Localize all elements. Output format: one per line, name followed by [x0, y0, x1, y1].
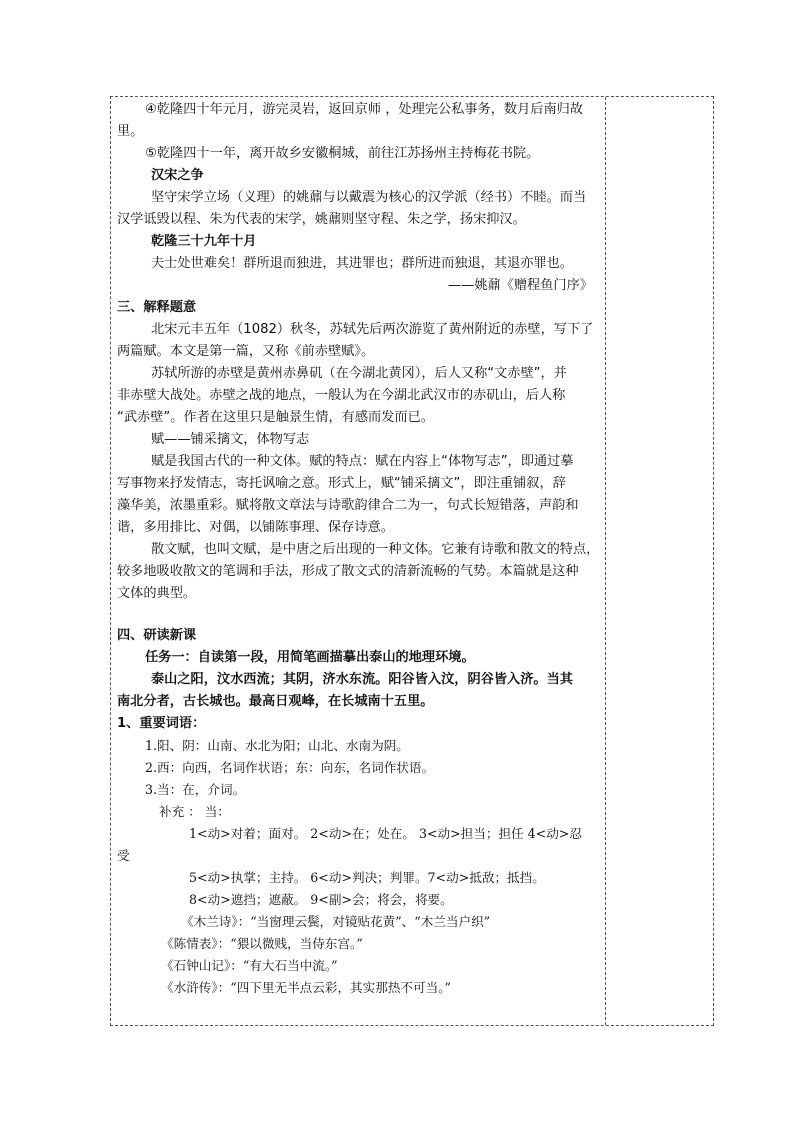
text-line: 8<动>遮挡；遮蔽。 9<副>会；将会，将要。 — [189, 892, 453, 907]
text-line: 2.西：向西，名词作状语；东：向东，名词作状语。 — [145, 760, 435, 775]
text-line: ⑤乾隆四十一年，离开故乡安徽桐城，前往江苏扬州主持梅花书院。 — [145, 146, 540, 161]
text-line: 泰山之阳，汶水西流；其阴，济水东流。阳谷皆入汶，阴谷皆入济。当其 — [151, 672, 573, 687]
text-line: 1.阳、阴：山南、水北为阳；山北、水南为阴。 — [145, 738, 409, 753]
text-line: 北宋元丰五年（1082）秋冬，苏轼先后两次游览了黄州附近的赤壁，写下了 — [151, 322, 594, 337]
text-line: 里。 — [117, 124, 144, 139]
text-line: ——姚鼐《赠程鱼门序》 — [447, 278, 593, 293]
text-line: 三、解释题意 — [117, 300, 197, 315]
text-line: ④乾隆四十年元月，游完灵岩，返回京师 ，处理完公私事务，数月后南归故 — [145, 102, 584, 117]
lesson-content — [117, 99, 600, 999]
text-line: 补充 ： 当： — [159, 804, 230, 819]
text-line: “武赤壁”。作者在这里只是触景生情，有感而发而已。 — [117, 410, 434, 425]
text-line: 1<动>对着；面对。 2<动>在；处在。 3<动>担当；担任 4<动>忍 — [189, 826, 582, 841]
text-line: 汉学诋毁以程、朱为代表的宋学，姚鼐则坚守程、朱之学，扬宋抑汉。 — [117, 212, 526, 227]
text-line: 坚守宋学立场（义理）的姚鼐与以戴震为核心的汉学派（经书）不睦。而当 — [151, 190, 587, 205]
text-line: 藻华美，浓墨重彩。赋将散文章法与诗歌韵律合二为一，句式长短错落，声韵和 — [117, 498, 579, 513]
text-line: 散文赋，也叫文赋，是中唐之后出现的一种文体。它兼有诗歌和散文的特点， — [151, 542, 600, 557]
text-line: 乾隆三十九年十月 — [151, 234, 257, 249]
text-line: 汉宋之争 — [151, 168, 204, 183]
text-line: 1、重要词语： — [117, 716, 206, 731]
text-line — [117, 605, 597, 625]
column-divider — [605, 97, 606, 1025]
text-line: 《水浒传》：“四下里无半点云彩，其实那热不可当。” — [161, 980, 451, 995]
text-line: 任务一：自读第一段，用简笔画描摹出泰山的地理环境。 — [145, 650, 475, 665]
text-line: 赋——铺采摛文，体物写志 — [151, 432, 310, 447]
text-line: 《陈情表》：“猥以微贱，当侍东宫。” — [161, 936, 363, 951]
text-line: 受 — [117, 848, 130, 863]
text-line: 文体的典型。 — [117, 586, 197, 601]
text-line: 较多地吸收散文的笔调和手法，形成了散文式的清新流畅的气势。本篇就是这种 — [117, 564, 579, 579]
text-line: 写事物来抒发情志，寄托讽喻之意。形式上，赋“铺采摛文”，即注重铺叙，辞 — [117, 476, 566, 491]
text-line: 《木兰诗》：“当窗理云鬓，对镜贴花黄”、“木兰当户织” — [181, 914, 491, 929]
text-line: 苏轼所游的赤壁是黄州赤鼻矶（在今湖北黄冈），后人又称“文赤壁”，并 — [151, 366, 567, 381]
text-line: 5<动>执掌；主持。 6<动>判决；判罪。7<动>抵敌；抵挡。 — [189, 870, 545, 885]
text-line: 两篇赋。本文是第一篇，又称《前赤壁赋》。 — [117, 344, 375, 359]
text-line: 非赤壁大战处。赤壁之战的地点，一般认为在今湖北武汉市的赤矶山，后人称 — [117, 388, 566, 403]
text-line: 3.当：在，介词。 — [145, 782, 246, 797]
text-line: 《石钟山记》：“有大石当中流。” — [161, 958, 338, 973]
text-line: 夫士处世难矣！群所退而独进，其进罪也；群所进而独退，其退亦罪也。 — [151, 256, 573, 271]
text-line: 四、研读新课 — [117, 628, 197, 643]
text-line: 谐，多用排比、对偶，以铺陈事理、保存诗意。 — [117, 520, 394, 535]
text-line: 赋是我国古代的一种文体。赋的特点：赋在内容上“体物写志”，即通过摹 — [151, 454, 574, 469]
lesson-table — [110, 96, 714, 1026]
text-line: 南北分者，古长城也。最高日观峰，在长城南十五里。 — [117, 694, 434, 709]
